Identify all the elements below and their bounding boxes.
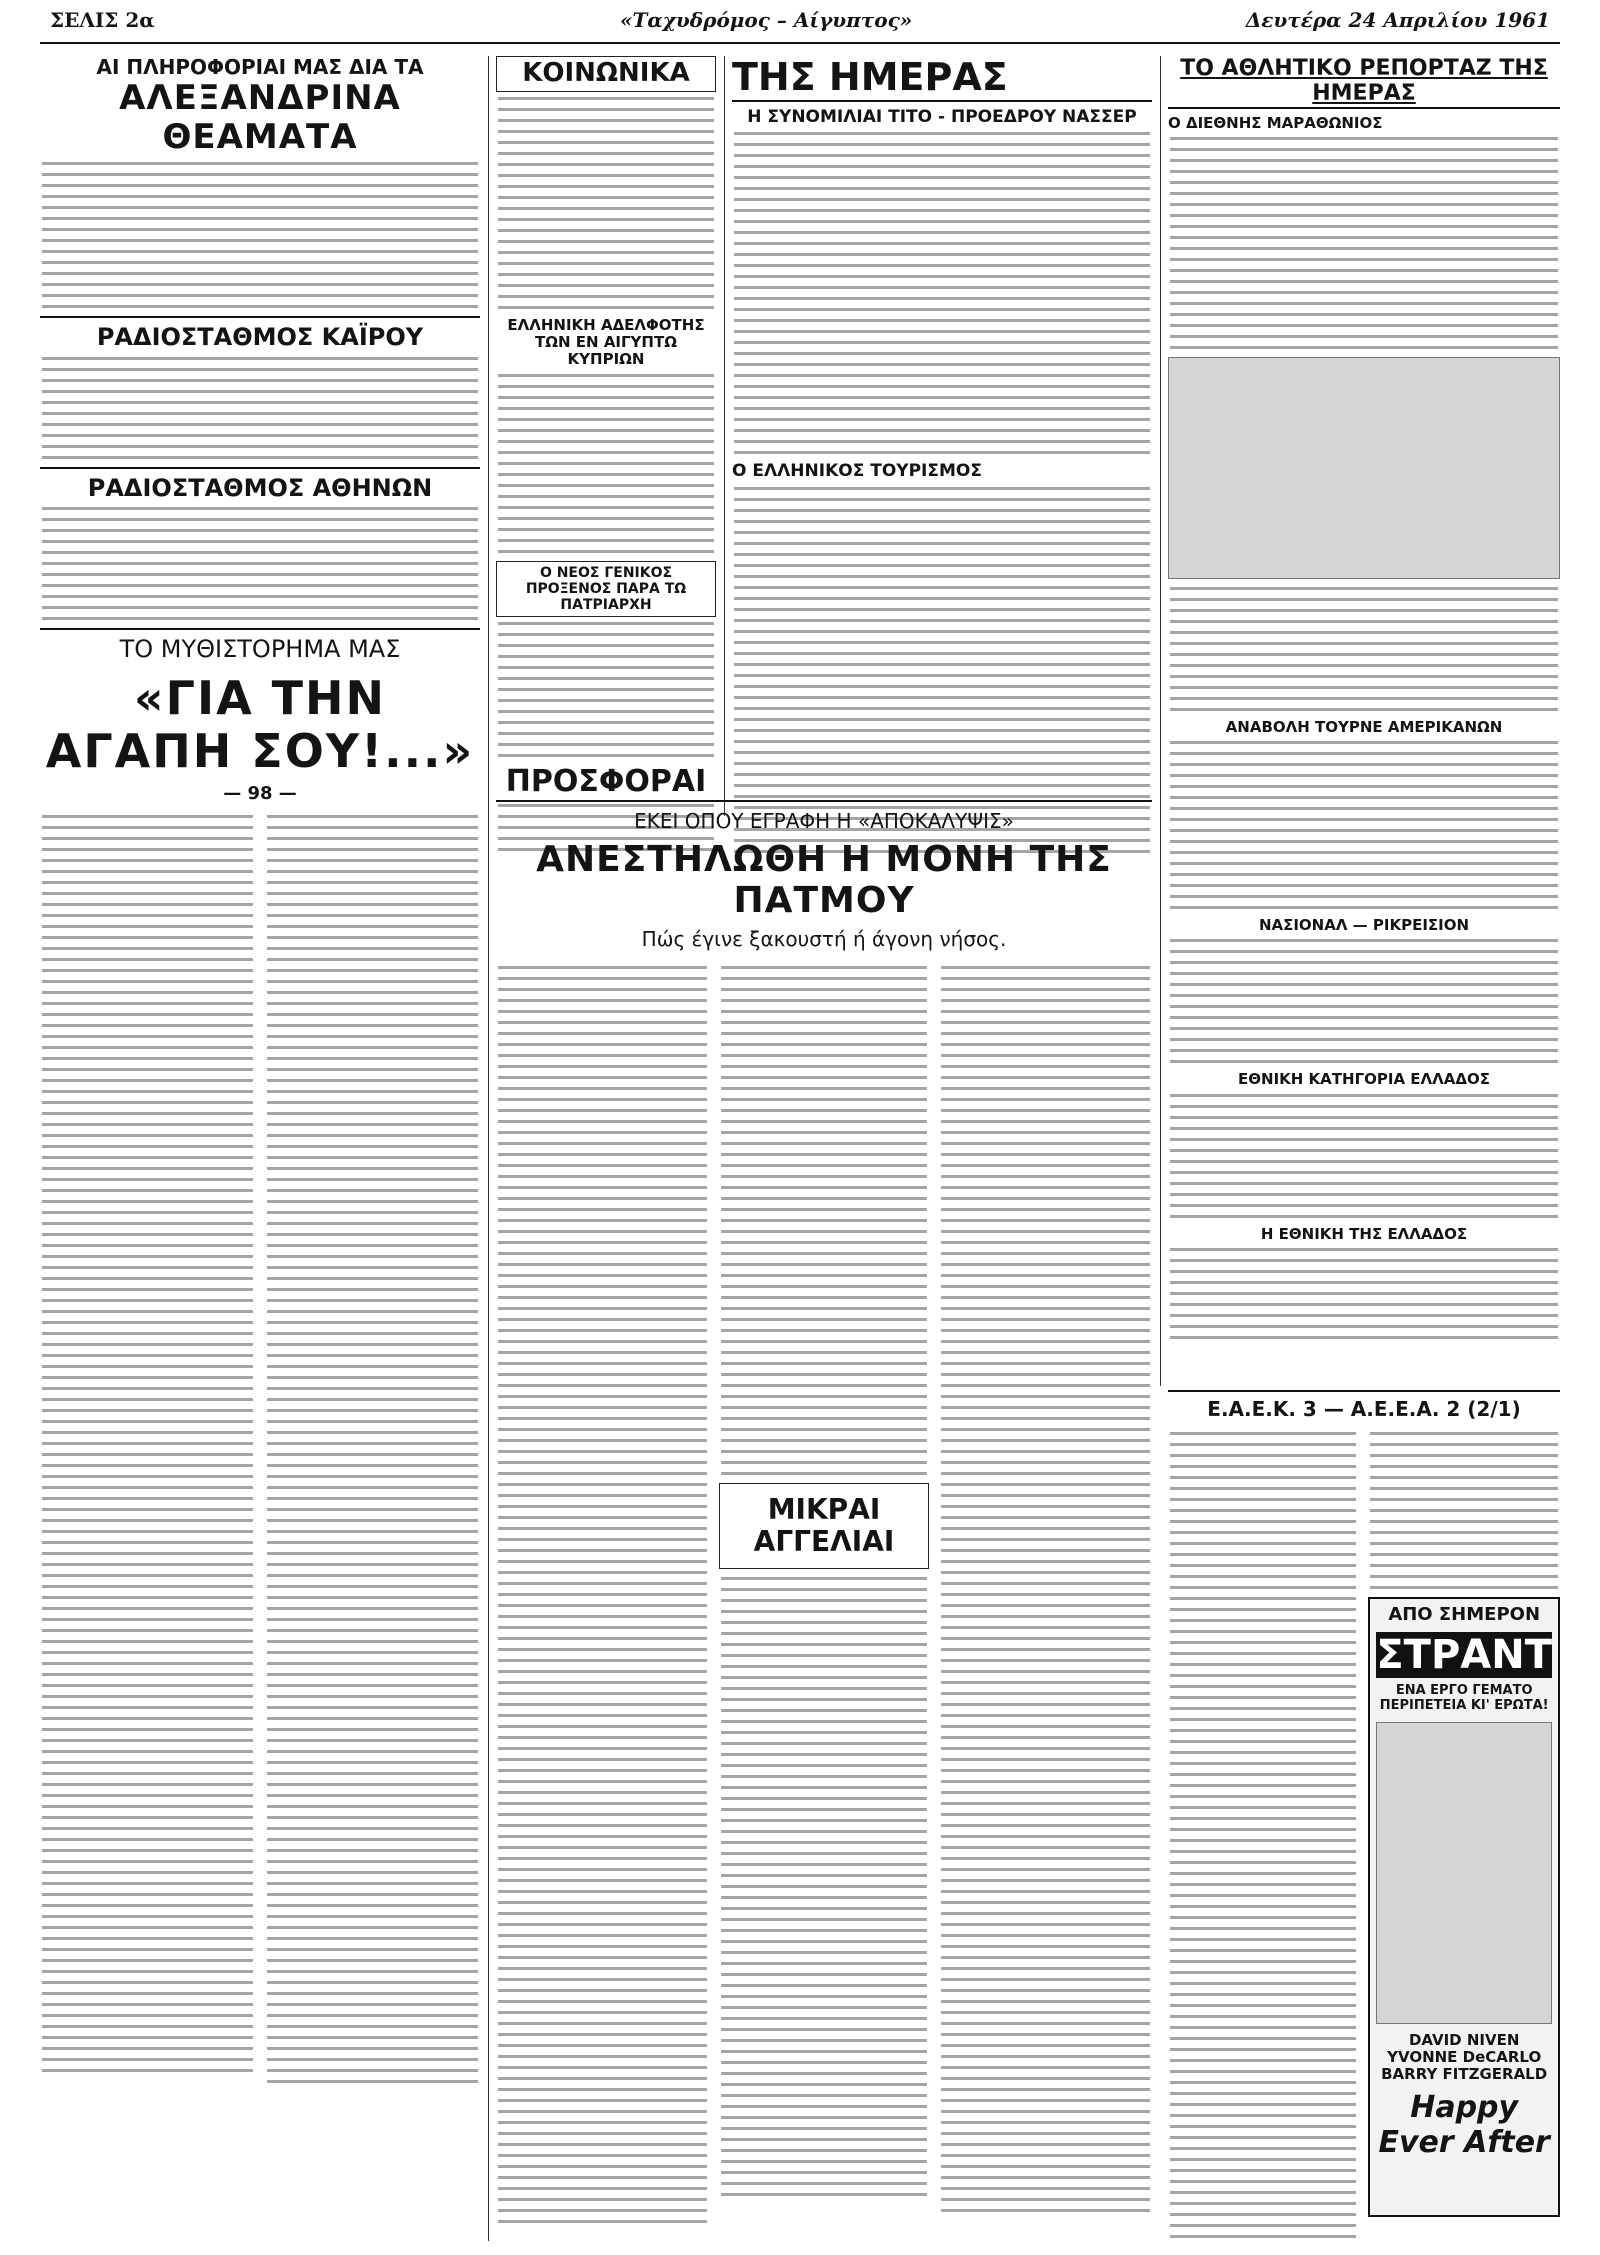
novel-heading: ΤΟ ΜΥΘΙΣΤΟΡΗΜΑ ΜΑΣ (119, 635, 401, 664)
social-heading: ΚΟΙΝΩΝΙΚΑ (496, 56, 716, 92)
tour-heading: ΑΝΑΒΟΛΗ ΤΟΥΡΝΕ ΑΜΕΡΙΚΑΝΩΝ (1225, 717, 1503, 736)
feature-subtitle: Πώς έγινε ξακουστή ή άγονη νήσος. (641, 926, 1007, 951)
athletics-text (1170, 587, 1558, 711)
column-rule (1160, 56, 1161, 1386)
theatres-heading: ΑΛΕΞΑΝΔΡΙΝΑ ΘΕΑΜΑΤΑ (119, 78, 401, 158)
tour-text (1170, 741, 1558, 909)
day-heading: ΤΗΣ ΗΜΕΡΑΣ (732, 56, 1152, 102)
tito-heading: Η ΣΥΝΟΜΙΛΙΑΙ ΤΙΤΟ - ΠΡΟΕΔΡΟΥ ΝΑΣΣΕΡ (747, 106, 1137, 127)
column-sports (1168, 56, 1560, 1386)
consul-heading: Ο ΝΕΟΣ ΓΕΝΙΚΟΣ ΠΡΟΞΕΝΟΣ ΠΑΡΑ ΤΩ ΠΑΤΡΙΑΡΧΗ (496, 561, 716, 617)
feature-kicker: ΕΚΕΙ ΟΠΟΥ ΕΓΡΑΦΗ Η «ΑΠΟΚΑΛΥΨΙΣ» (634, 809, 1014, 833)
feature-title: ΑΝΕΣΤΗΛΩΘΗ Η ΜΟΝΗ ΤΗΣ ΠΑΤΜΟΥ (536, 839, 1112, 922)
race-photo (1168, 357, 1560, 579)
advert-artwork (1376, 1722, 1552, 2024)
marathon-text (1170, 137, 1558, 349)
match-section (1168, 1390, 1560, 2242)
column-rule (724, 56, 725, 816)
radio-athens-heading: ΡΑΔΙΟΣΤΑΘΜΟΣ ΑΘΗΝΩΝ (87, 473, 433, 502)
divider (40, 628, 480, 630)
novel-part: — 98 — (223, 782, 297, 804)
match-right (1368, 1427, 1560, 2242)
nationals-heading: ΝΑΣΙΟΝΑΛ — ΡΙΚΡΕΙΣΙΟΝ (1258, 916, 1470, 935)
novel-text (40, 810, 480, 2096)
divider (40, 467, 480, 469)
radio-cairo-heading: ΡΑΔΙΟΣΤΑΘΜΟΣ ΚΑΪΡΟΥ (96, 323, 424, 352)
feature-columns (496, 961, 1152, 2236)
national-team-text (1170, 1248, 1558, 1339)
column-day (732, 56, 1152, 856)
newspaper-name: «Ταχυδρόμος – Αίγυπτος» (620, 8, 913, 32)
match-report-text (1170, 1432, 1356, 2242)
category-heading: ΕΘΝΙΚΗ ΚΑΤΗΓΟΡΙΑ ΕΛΛΑΔΟΣ (1238, 1070, 1490, 1089)
match-report-text (1370, 1432, 1558, 1589)
category-text (1170, 1094, 1558, 1218)
radio-cairo-schedule (42, 357, 478, 459)
masthead-rule (40, 42, 1560, 44)
consul-text (498, 622, 714, 757)
sports-report-heading: ΤΟ ΑΘΛΗΤΙΚΟ ΡΕΠΟΡΤΑΖ ΤΗΣ ΗΜΕΡΑΣ (1168, 56, 1560, 109)
national-team-heading: Η ΕΘΝΙΚΗ ΤΗΣ ΕΛΛΑΔΟΣ (1260, 1224, 1468, 1243)
issue-date: Δευτέρα 24 Απριλίου 1961 (1245, 8, 1550, 32)
tourism-heading: Ο ΕΛΛΗΝΙΚΟΣ ΤΟΥΡΙΣΜΟΣ (732, 461, 982, 482)
divider (40, 316, 480, 318)
feature-text (941, 966, 1150, 2231)
nationals-text (1170, 939, 1558, 1063)
page-number: ΣΕΛΙΣ 2α (50, 8, 155, 32)
offers-heading: ΠΡΟΣΦΟΡΑΙ (505, 763, 707, 799)
column-entertainment (40, 56, 480, 2241)
match-score: Ε.Α.Ε.Κ. 3 — Α.Ε.Ε.Α. 2 (2/1) (1207, 1397, 1521, 1421)
radio-athens-schedule (42, 507, 478, 620)
feature-middle (719, 961, 928, 2236)
small-ads-heading: ΜΙΚΡΑΙ ΑΓΓΕΛΙΑΙ (719, 1483, 928, 1569)
advert-cast: DAVID NIVEN YVONNE DeCARLO BARRY FITZGERALD (1381, 2030, 1548, 2084)
feature-text (498, 966, 707, 2231)
theatre-listings (42, 162, 478, 308)
advert-from-today: ΑΠΟ ΣΗΜΕΡΟΝ (1388, 1604, 1541, 1625)
column-social (496, 56, 716, 856)
novel-title: «ΓΙΑ ΤΗΝ ΑΓΑΠΗ ΣΟΥ!...» (45, 670, 475, 778)
marathon-heading: Ο ΔΙΕΘΝΗΣ ΜΑΡΑΘΩΝΙΟΣ (1168, 113, 1383, 132)
feature-text (721, 966, 926, 1475)
sisterhood-text (498, 374, 714, 553)
sisterhood-heading: ΕΛΛΗΝΙΚΗ ΑΔΕΛΦΟΤΗΣ ΤΩΝ ΕΝ ΑΙΓΥΠΤΩ ΚΥΠΡΙΩΝ (507, 315, 705, 369)
advert-cinema-name: ΣΤΡΑΝΤ (1376, 1631, 1552, 1678)
advert-film-title: Happy Ever After (1378, 2090, 1550, 2160)
social-text (498, 97, 714, 309)
masthead (0, 0, 1600, 50)
small-ads-text (721, 1577, 926, 2196)
match-columns (1168, 1427, 1560, 2242)
advert-tagline: ΕΝΑ ΕΡΓΟ ΓΕΜΑΤΟ ΠΕΡΙΠΕΤΕΙΑ ΚΙ' ΕΡΩΤΑ! (1379, 1682, 1549, 1713)
theatres-kicker: ΑΙ ΠΛΗΡΟΦΟΡΙΑΙ ΜΑΣ ΔΙΑ ΤΑ (96, 56, 424, 79)
cinema-advert (1368, 1597, 1560, 2217)
patmos-feature (496, 800, 1152, 2243)
column-rule (488, 56, 489, 2241)
tito-text (734, 132, 1150, 454)
